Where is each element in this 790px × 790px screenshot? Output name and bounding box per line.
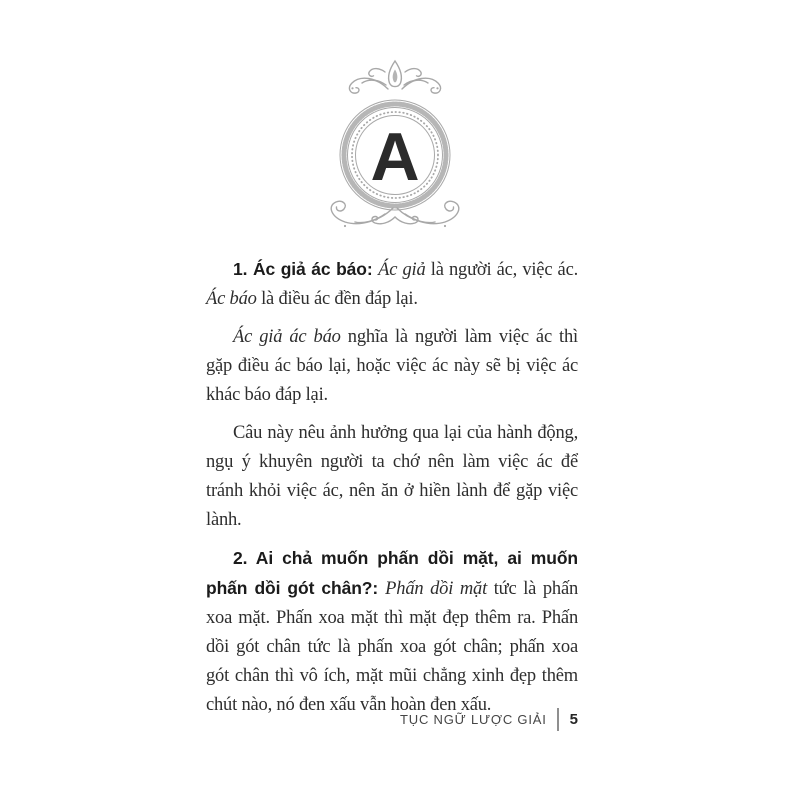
text-segment: Ác giả — [378, 260, 426, 280]
emblem-letter: A — [370, 119, 420, 195]
footer-divider — [557, 708, 559, 731]
entry-2-definition — [206, 544, 578, 720]
text-segment: Ác giả ác báo — [233, 327, 341, 347]
text-segment: nghĩa là người làm việc ác thì gặp điều ác báo lại, hoặc việc ác này sẽ bị việc ác khác báo đáp lại. — [206, 327, 578, 405]
text-segment: tức là phấn xoa mặt. Phấn xoa mặt thì mặt đẹp thêm ra. Phấn dồi gót chân tức là phấn xoa gót chân; phấn xoa gót chân thì vô ích, mặt mũi chẳng xinh đẹp thêm chút nào, nó đen xấu vẫn hoàn đen xấu. — [206, 579, 579, 715]
text-segment: là điều ác đền đáp lại. — [256, 289, 418, 309]
text-segment: là người ác, việc ác. — [425, 260, 579, 280]
ornamental-frame-icon — [308, 56, 482, 240]
text-segment: Phấn dồi mặt — [385, 579, 488, 599]
entry-1-definition — [206, 255, 578, 314]
book-title: TỤC NGỮ LƯỢC GIẢI — [400, 711, 547, 727]
entry-1-term: 1. Ác giả ác báo: — [233, 259, 379, 279]
entry-1-meaning — [206, 323, 578, 410]
chapter-letter-emblem — [308, 56, 482, 240]
entries-text-block — [206, 255, 578, 729]
entry-2-term: 2. Ai chả muốn phấn dồi mặt, ai muốn phấn dồi gót chân?: — [206, 548, 578, 598]
entry-1-commentary — [206, 419, 578, 535]
text-segment: Ác báo — [206, 289, 257, 309]
page-footer — [206, 703, 578, 735]
text-segment: Câu này nêu ảnh hưởng qua lại của hành động, ngụ ý khuyên người ta chớ nên làm việc ác để tránh khỏi việc ác, nên ăn ở hiền lành để gặp việc lành. — [206, 423, 578, 530]
page-number: 5 — [569, 710, 578, 728]
